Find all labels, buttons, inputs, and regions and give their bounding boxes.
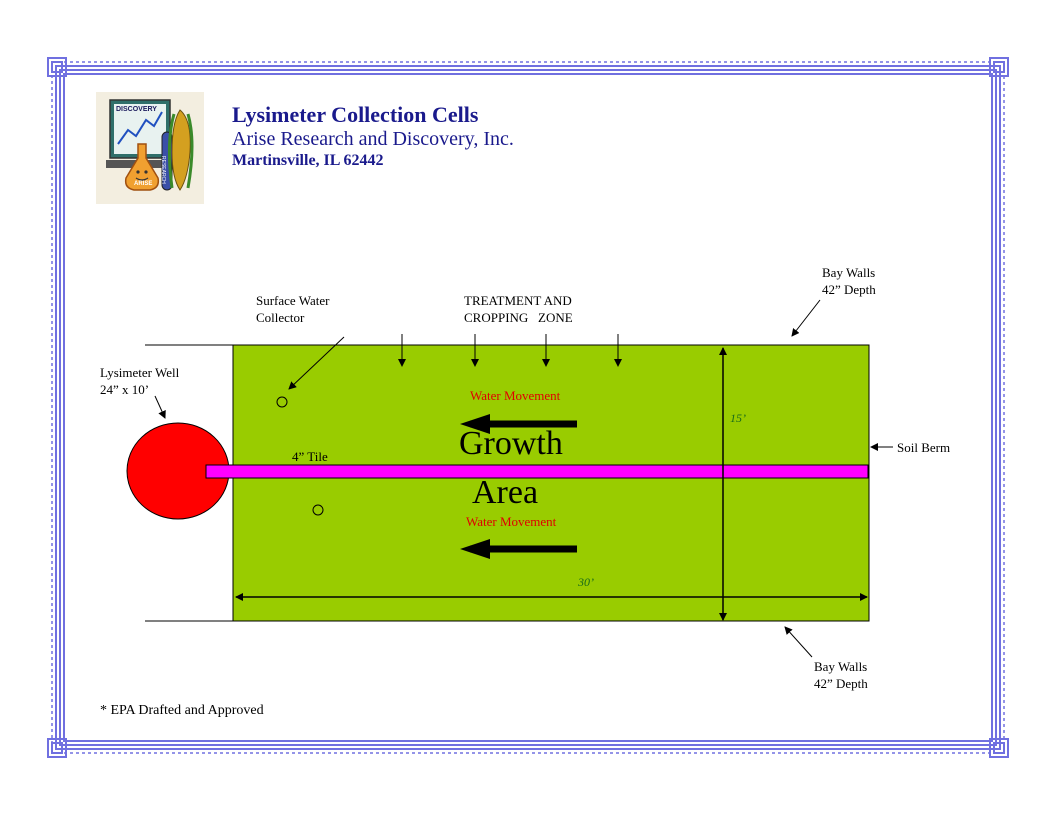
logo-tube-text: RESEARCH <box>160 156 166 184</box>
surface-collector-label: Surface Water Collector <box>256 293 330 325</box>
growth-area-field <box>233 345 869 621</box>
area-label: Area <box>472 474 539 511</box>
company-address: Martinsville, IL 62442 <box>232 152 384 169</box>
company-name: Arise Research and Discovery, Inc. <box>232 128 514 150</box>
bay-walls-top-leader <box>792 300 820 336</box>
bay-walls-bottom-leader <box>785 627 812 657</box>
lysimeter-well-leader <box>155 396 165 418</box>
page-title: Lysimeter Collection Cells <box>232 102 479 127</box>
lysimeter-well-label: Lysimeter Well 24” x 10’ <box>100 365 180 397</box>
bay-walls-top-label: Bay Walls 42” Depth <box>822 265 876 297</box>
water-movement-bottom-label: Water Movement <box>466 514 557 529</box>
logo-board-text: DISCOVERY <box>116 106 157 113</box>
bay-walls-bottom-label: Bay Walls 42” Depth <box>814 659 868 691</box>
soil-berm-label: Soil Berm <box>897 440 951 455</box>
water-movement-top-label: Water Movement <box>470 388 561 403</box>
tile-label: 4” Tile <box>292 449 328 464</box>
width-dimension-label: 15’ <box>730 411 746 425</box>
treatment-zone-label: TREATMENT AND CROPPING ZONE <box>464 293 573 325</box>
growth-label: Growth <box>459 425 563 462</box>
length-dimension-label: 30’ <box>578 575 594 589</box>
logo-flask-text: ARISE <box>134 181 153 187</box>
footnote: * EPA Drafted and Approved <box>100 703 264 718</box>
